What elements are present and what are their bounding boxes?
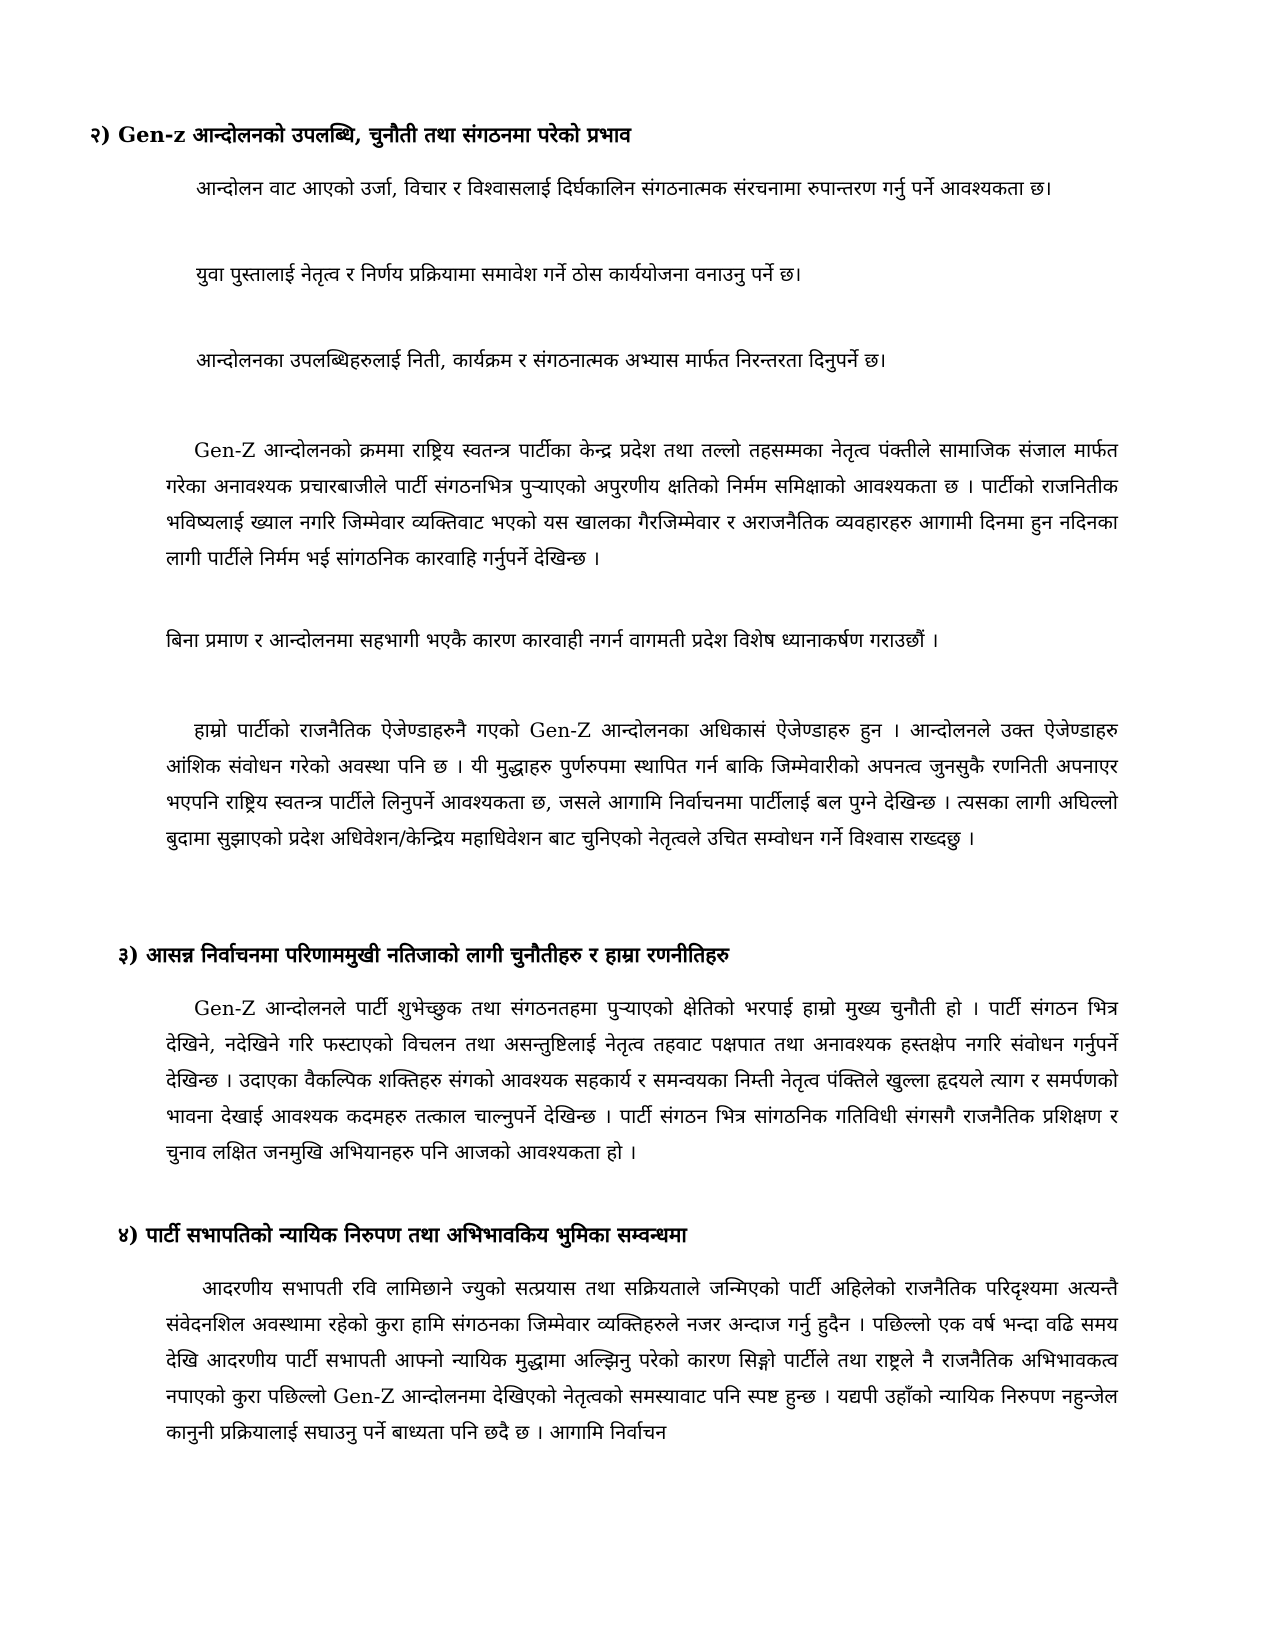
section-2-paragraph-2: बिना प्रमाण र आन्दोलनमा सहभागी भएकै कारण कारवाही नगर्न वागमती प्रदेश विशेष ध्यानाकर्षण गराउछौं । [166, 628, 939, 652]
section-4-heading: ४) पार्टी सभापतिको न्यायिक निरुपण तथा अभिभावकिय भुमिका सम्वन्धमा [118, 1222, 687, 1247]
section-2-heading: २) Gen-z आन्दोलनको उपलब्धि, चुनौती तथा संगठनमा परेको प्रभाव [90, 122, 631, 147]
section-3-heading: ३) आसन्न निर्वाचनमा परिणाममुखी नतिजाको लागी चुनौतीहरु र हाम्रा रणनीतिहरु [118, 942, 730, 967]
section-2-paragraph-1: Gen-Z आन्दोलनको क्रममा राष्ट्रिय स्वतन्त्र पार्टीका केन्द्र प्रदेश तथा तल्लो तहसम्मका नेतृत्व पंक्तीले सामाजिक संजाल मार्फत गरेका अनावश्यक प्रचारबाजीले पार्टी संगठनभित्र पुऱ्याएको अपुरणीय क्षतिको निर्मम समिक्षाको आवश्यकता छ । पार्टीको राजनितीक भविष्यलाई ख्याल नगरि जिम्मेवार व्यक्तिवाट भएको यस खालका गैरजिम्मेवार र अराजनैतिक व्यवहारहरु आगामी दिनमा हुन नदिनका लागी पार्टीले निर्मम भई सांगठनिक कारवाहि गर्नुपर्ने देखिन्छ । [166, 438, 1118, 570]
section-3-paragraph-1: Gen-Z आन्दोलनले पार्टी शुभेच्छुक तथा संगठनतहमा पुऱ्याएको क्षेतिको भरपाई हाम्रो मुख्य चुनौती हो । पार्टी संगठन भित्र देखिने, नदेखिने गरि फस्टाएको विचलन तथा असन्तुष्टिलाई नेतृत्व तहवाट पक्षपात तथा अनावश्यक हस्तक्षेप नगरि संवोधन गर्नुपर्ने देखिन्छ । उदाएका वैकल्पिक शक्तिहरु संगको आवश्यक सहकार्य र समन्वयका निम्ती नेतृत्व पंक्तिले खुल्ला हृदयले त्याग र समर्पणको भावना देखाई आवश्यक कदमहरु तत्काल चाल्नुपर्ने देखिन्छ । पार्टी संगठन भित्र सांगठनिक गतिविधी संगसगै राजनैतिक प्रशिक्षण र चुनाव लक्षित जनमुखि अभियानहरु पनि आजको आवश्यकता हो । [166, 996, 1118, 1164]
section-2-paragraph-3: हाम्रो पार्टीको राजनैतिक ऐजेण्डाहरुनै गएको Gen-Z आन्दोलनका अधिकासं ऐजेण्डाहरु हुन । आन्दोलनले उक्त ऐजेण्डाहरु आंशिक संवोधन गरेको अवस्था पनि छ । यी मुद्धाहरु पुर्णरुपमा स्थापित गर्न बाकि जिम्मेवारीको अपनत्व जुनसुकै रणनिती अपनाएर भएपनि राष्ट्रिय स्वतन्त्र पार्टीले लिनुपर्ने आवश्यकता छ, जसले आगामि निर्वाचनमा पार्टीलाई बल पुग्ने देखिन्छ । त्यसका लागी अघिल्लो बुदामा सुझाएको प्रदेश अधिवेशन/केन्द्रिय महाधिवेशन बाट चुनिएको नेतृत्वले उचित सम्वोधन गर्ने विश्वास राख्दछु । [166, 718, 1118, 850]
section-2-bullet-1: आन्दोलन वाट आएको उर्जा, विचार र विश्वासलाई दिर्घकालिन संगठनात्मक संरचनामा रुपान्तरण गर्नु पर्ने आवश्यकता छ। [196, 176, 1052, 200]
section-2-bullet-3: आन्दोलनका उपलब्धिहरुलाई निती, कार्यक्रम र संगठनात्मक अभ्यास मार्फत निरन्तरता दिनुपर्ने छ। [196, 348, 887, 372]
section-4-paragraph-1: आदरणीय सभापती रवि लामिछाने ज्युको सत्प्रयास तथा सक्रियताले जन्मिएको पार्टी अहिलेको राजनैतिक परिदृश्यमा अत्यन्तै संवेदनशिल अवस्थामा रहेको कुरा हामि संगठनका जिम्मेवार व्यक्तिहरुले नजर अन्दाज गर्नु हुदैन । पछिल्लो एक वर्ष भन्दा वढि समय देखि आदरणीय पार्टी सभापती आफ्नो न्यायिक मुद्धामा अल्झिनु परेको कारण सिङ्गो पार्टीले तथा राष्ट्रले नै राजनैतिक अभिभावकत्व नपाएको कुरा पछिल्लो Gen-Z आन्दोलनमा देखिएको नेतृत्वको समस्यावाट पनि स्पष्ट हुन्छ । यद्यपी उहाँको न्यायिक निरुपण नहुन्जेल कानुनी प्रक्रियालाई सघाउनु पर्ने बाध्यता पनि छदै छ । आगामि निर्वाचन [166, 1276, 1118, 1444]
section-2-bullet-2: युवा पुस्तालाई नेतृत्व र निर्णय प्रक्रियामा समावेश गर्ने ठोस कार्ययोजना वनाउनु पर्ने छ। [196, 262, 802, 286]
